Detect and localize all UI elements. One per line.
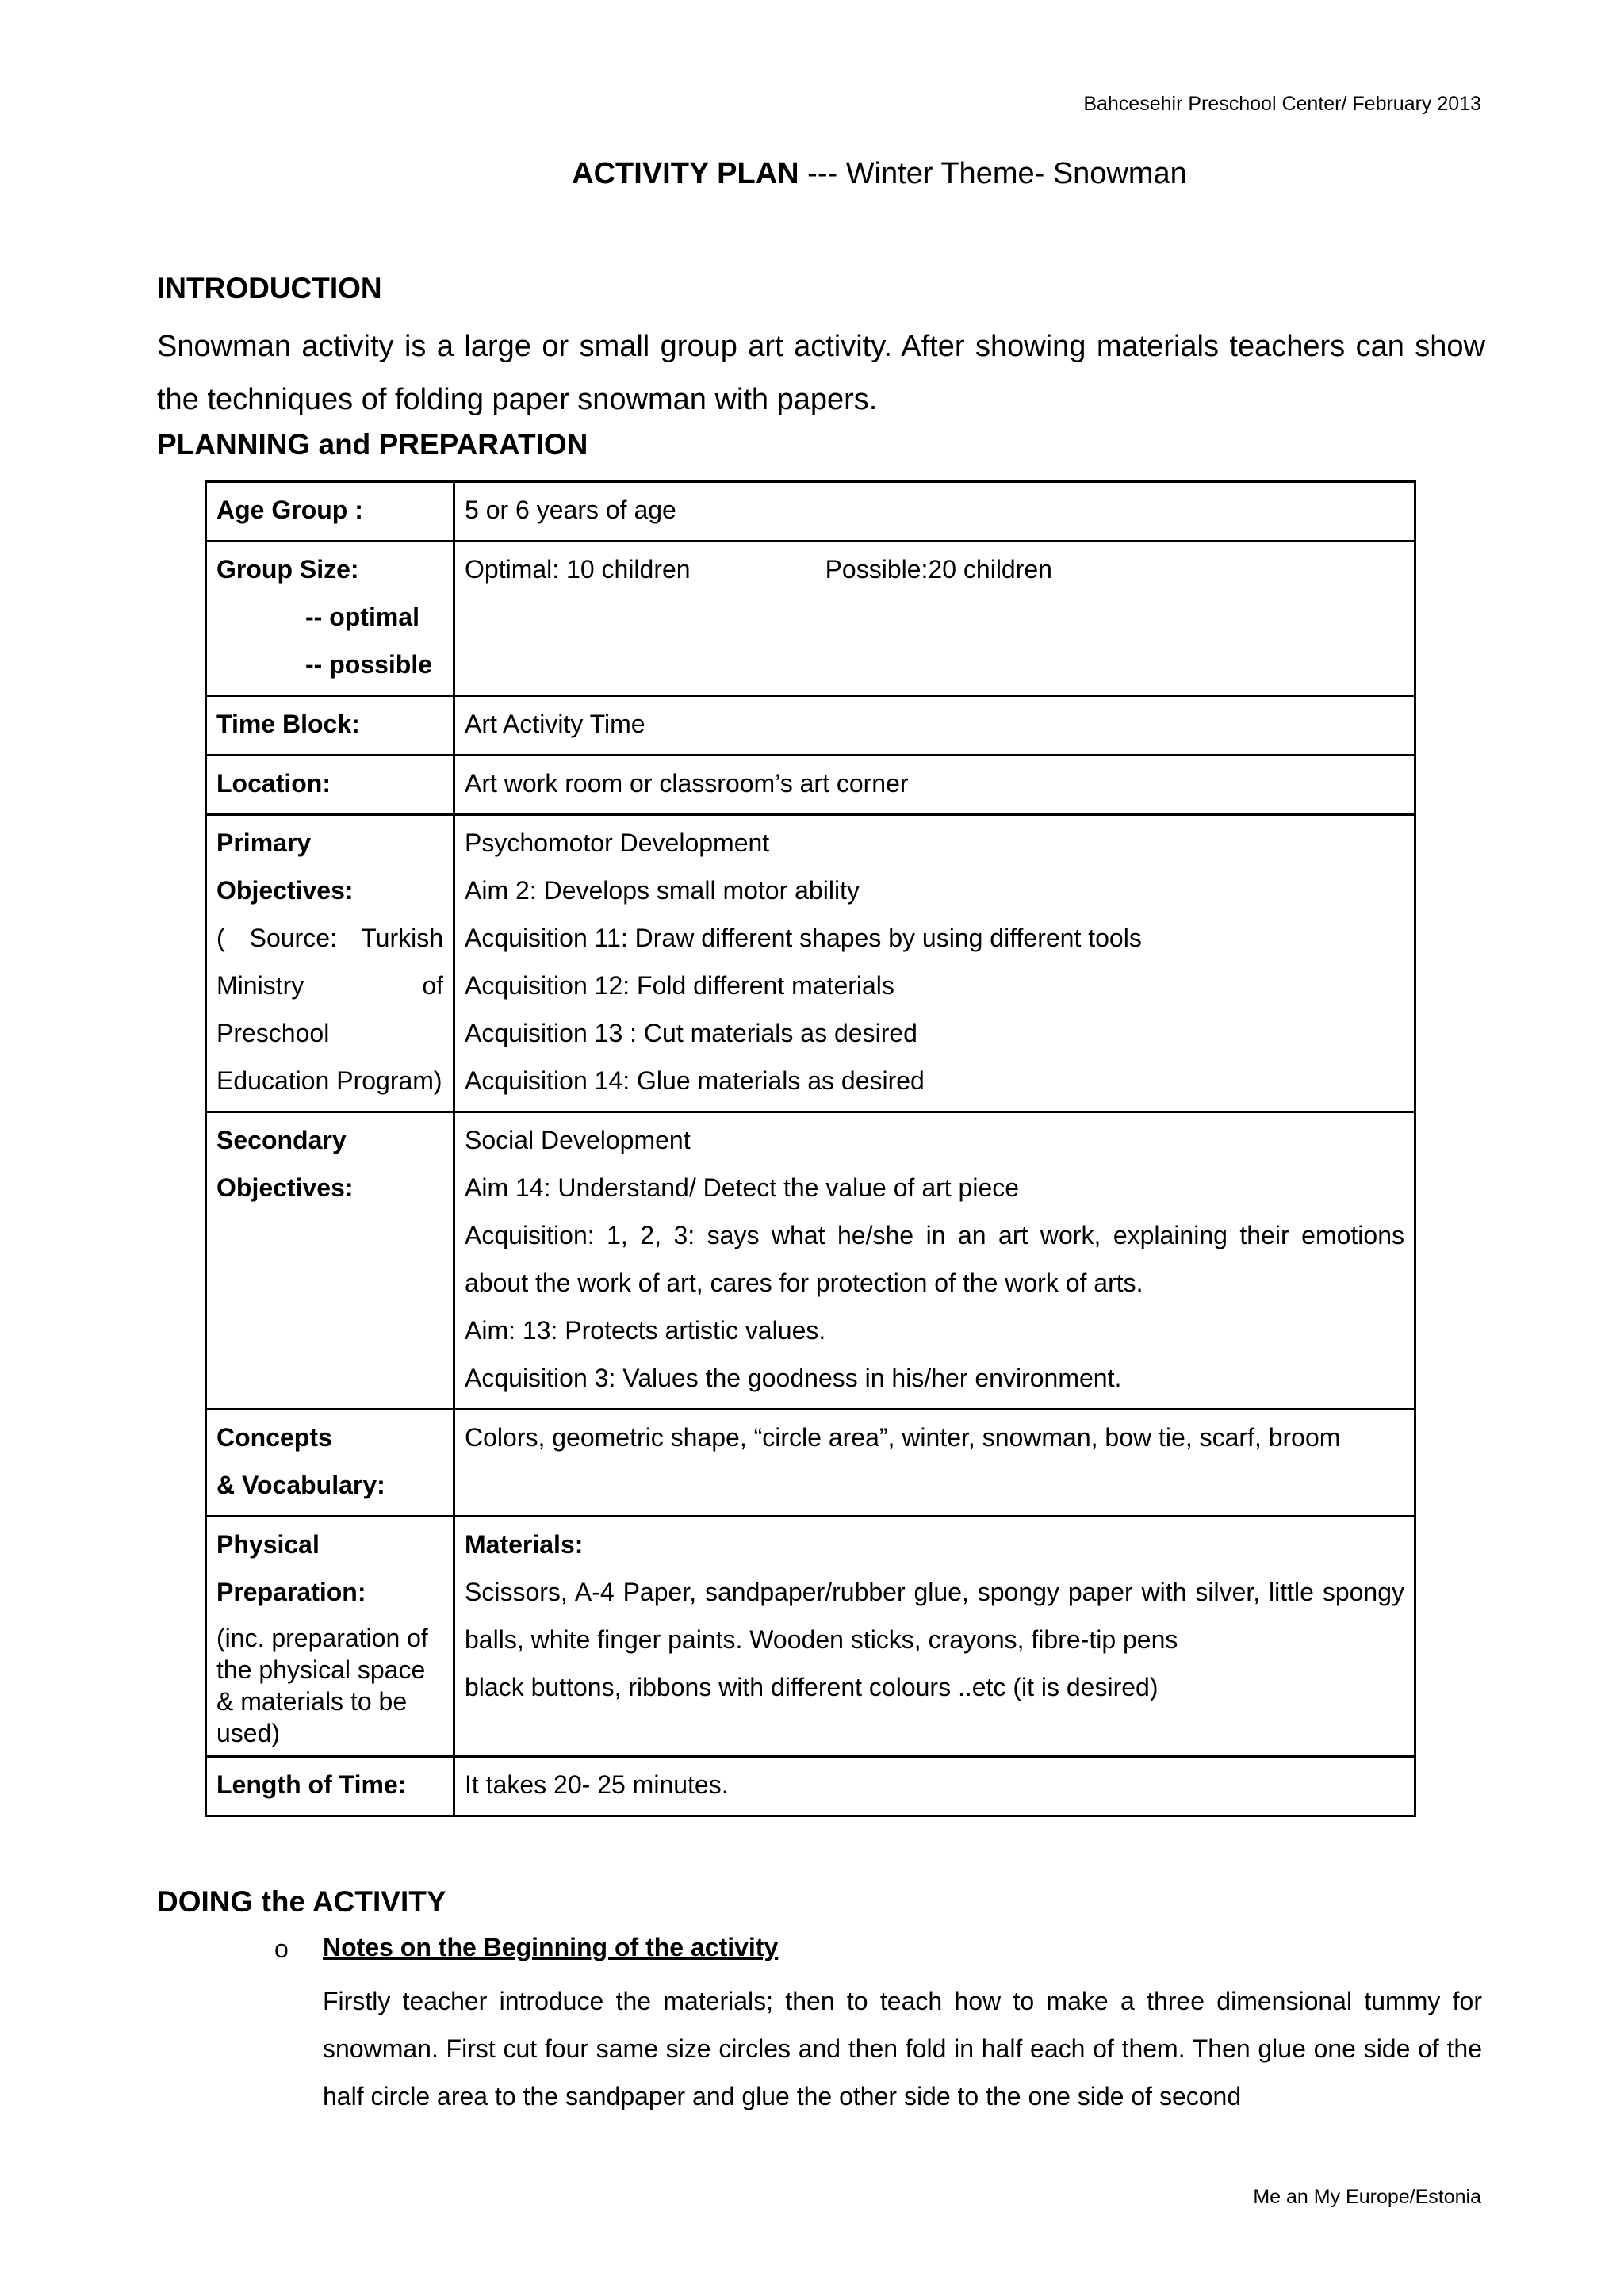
primary-line: Acquisition 11: Draw different shapes by using different tools	[465, 924, 1142, 952]
group-size-possible-label: -- possible	[305, 650, 433, 679]
group-size-title: Group Size:	[216, 555, 359, 584]
primary-source: ( Source: Turkish Ministry of Preschool Education Program)	[216, 924, 443, 1095]
secondary-objectives-value	[454, 1112, 1415, 1410]
document-footer: Me an My Europe/Estonia	[1253, 2186, 1481, 2208]
physical-label-2: Preparation:	[216, 1578, 366, 1606]
secondary-label-2: Objectives:	[216, 1173, 354, 1202]
document-title	[0, 157, 1624, 191]
table-row	[206, 696, 1415, 756]
physical-preparation-value	[454, 1517, 1415, 1757]
group-size-optimal: Optimal: 10 children	[465, 555, 691, 584]
doing-heading: DOING the ACTIVITY	[157, 1885, 446, 1918]
concepts-label-2: & Vocabulary:	[216, 1471, 385, 1499]
group-size-optimal-label: -- optimal	[305, 603, 419, 631]
table-row	[206, 482, 1415, 541]
location-label: Location:	[206, 756, 454, 815]
group-size-value	[454, 541, 1415, 696]
materials-heading: Materials:	[465, 1530, 584, 1559]
table-row	[206, 1757, 1415, 1816]
physical-preparation-label	[206, 1517, 454, 1757]
secondary-line: Aim 14: Understand/ Detect the value of art piece	[465, 1173, 1020, 1202]
primary-line: Psychomotor Development	[465, 828, 770, 857]
primary-objectives-label	[206, 815, 454, 1112]
table-row	[206, 541, 1415, 696]
primary-label-1: Primary	[216, 828, 312, 857]
primary-line: Acquisition 14: Glue materials as desired	[465, 1066, 925, 1095]
secondary-line: Aim: 13: Protects artistic values.	[465, 1316, 826, 1345]
time-block-value: Art Activity Time	[454, 696, 1415, 756]
physical-label-note: (inc. preparation of the physical space & materials to be used)	[216, 1624, 428, 1747]
planning-heading: PLANNING and PREPARATION	[157, 428, 588, 461]
note-title: Notes on the Beginning of the activity	[323, 1933, 779, 1961]
introduction-heading: INTRODUCTION	[157, 272, 382, 304]
table-row	[206, 1517, 1415, 1757]
primary-line: Acquisition 13 : Cut materials as desired	[465, 1019, 917, 1047]
table-row	[206, 815, 1415, 1112]
planning-table	[205, 480, 1416, 1817]
table-row	[206, 1112, 1415, 1410]
secondary-line: Social Development	[465, 1126, 691, 1154]
secondary-line: Acquisition 3: Values the goodness in his/her environment.	[465, 1364, 1122, 1392]
location-value: Art work room or classroom’s art corner	[454, 756, 1415, 815]
physical-label-1: Physical	[216, 1530, 320, 1559]
primary-objectives-value	[454, 815, 1415, 1112]
materials-text: Scissors, A-4 Paper, sandpaper/rubber glue, spongy paper with silver, little spongy balls, white finger paints. Wooden sticks, crayons, fibre-tip pens	[465, 1578, 1404, 1654]
title-rest: --- Winter Theme- Snowman	[799, 157, 1187, 190]
secondary-objectives-label	[206, 1112, 454, 1410]
secondary-line: Acquisition: 1, 2, 3: says what he/she in an art work, explaining their emotions about the work of art, cares for protection of the work of arts.	[465, 1221, 1404, 1297]
age-group-value: 5 or 6 years of age	[454, 482, 1415, 541]
concepts-label-1: Concepts	[216, 1423, 332, 1452]
concepts-value: Colors, geometric shape, “circle area”, winter, snowman, bow tie, scarf, broom	[454, 1410, 1415, 1517]
primary-line: Acquisition 12: Fold different materials	[465, 971, 894, 1000]
materials-text-2: black buttons, ribbons with different colours ..etc (it is desired)	[465, 1673, 1159, 1701]
introduction-text: Snowman activity is a large or small group art activity. After showing materials teachers can show the techniques of folding paper snowman with papers.	[157, 330, 1485, 416]
note-text: Firstly teacher introduce the materials; then to teach how to make a three dimensional tummy for snowman. First cut four same size circles and then fold in half each of them. Then glue one side of the half circle area to the sandpaper and glue the other side to the one side of second	[323, 1987, 1482, 2110]
bullet-icon: o	[274, 1934, 289, 1963]
length-label: Length of Time:	[206, 1757, 454, 1816]
document-header: Bahcesehir Preschool Center/ February 2013	[1083, 93, 1481, 115]
concepts-label	[206, 1410, 454, 1517]
secondary-label-1: Secondary	[216, 1126, 347, 1154]
table-row	[206, 1410, 1415, 1517]
title-bold: ACTIVITY PLAN	[572, 157, 799, 190]
group-size-possible: Possible:20 children	[825, 555, 1052, 584]
primary-line: Aim 2: Develops small motor ability	[465, 876, 860, 905]
table-row	[206, 756, 1415, 815]
age-group-label: Age Group :	[206, 482, 454, 541]
group-size-label	[206, 541, 454, 696]
time-block-label: Time Block:	[206, 696, 454, 756]
length-value: It takes 20- 25 minutes.	[454, 1757, 1415, 1816]
primary-label-2: Objectives:	[216, 876, 354, 905]
